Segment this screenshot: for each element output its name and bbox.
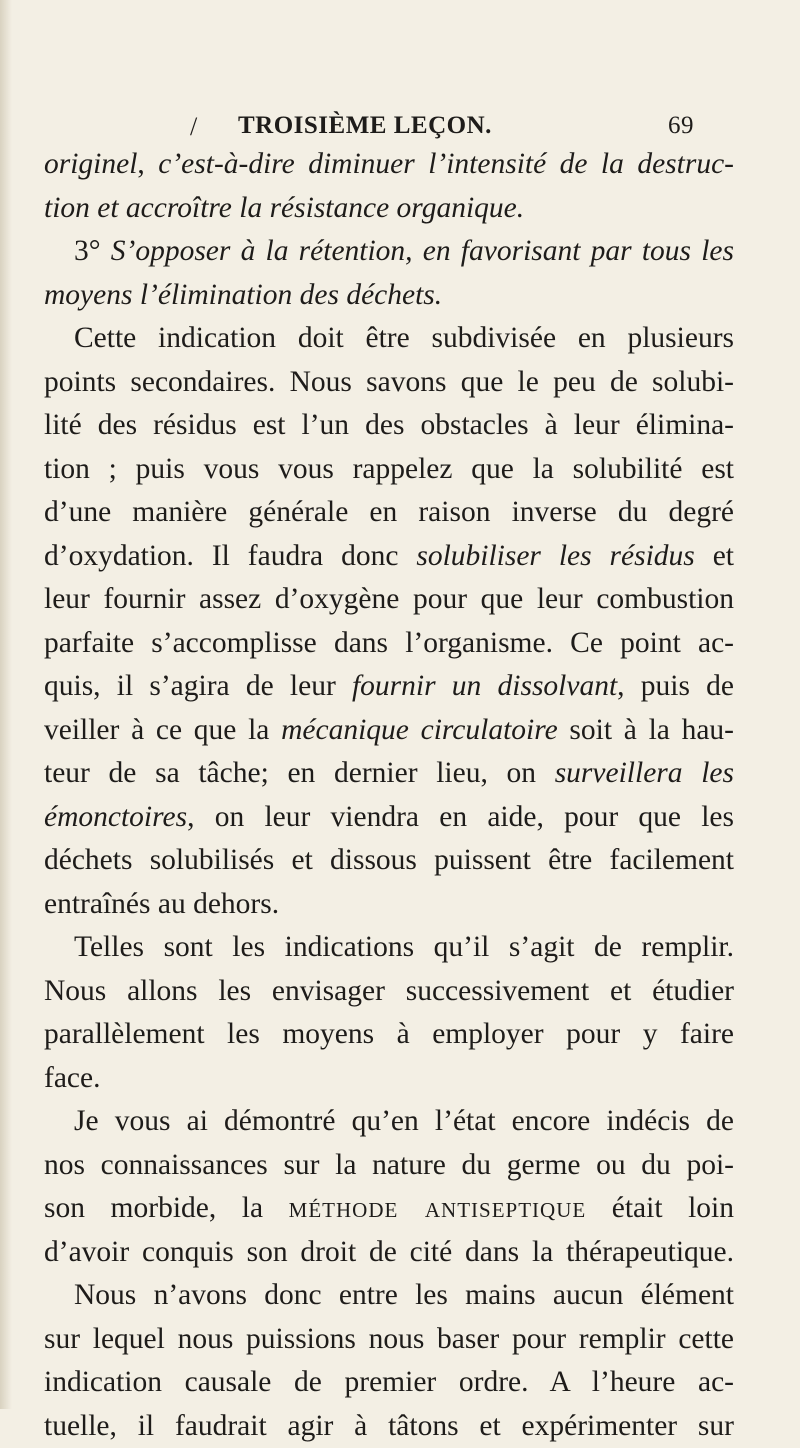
text-line: Je vous ai démontré qu’en l’état encore indécis de <box>44 1100 734 1144</box>
text-line: originel, c’est-à-dire diminuer l’intensité de la destruc- <box>44 143 734 187</box>
text-line: d’une manière générale en raison inverse du degré <box>44 491 734 535</box>
page-edge-shadow <box>0 0 12 1409</box>
text-line: entraînés au dehors. <box>44 883 734 927</box>
body-text <box>44 143 734 1448</box>
text-line: lité des résidus est l’un des obstacles à leur élimina- <box>44 404 734 448</box>
header-mark: / <box>190 112 198 142</box>
text-line: d’oxydation. Il faudra donc solubiliser les résidus et <box>44 535 734 579</box>
text-line: Nous allons les envisager successivement et étudier <box>44 970 734 1014</box>
text-line: sur lequel nous puissions nous baser pour remplir cette <box>44 1318 734 1362</box>
text-line: tuelle, il faudrait agir à tâtons et expérimenter sur <box>44 1405 734 1448</box>
text-line: parallèlement les moyens à employer pour y faire <box>44 1013 734 1057</box>
text-line: d’avoir conquis son droit de cité dans la thérapeutique. <box>44 1231 734 1275</box>
text-line: indication causale de premier ordre. A l’heure ac- <box>44 1361 734 1405</box>
text-line: quis, il s’agira de leur fournir un dissolvant, puis de <box>44 665 734 709</box>
text-line: déchets solubilisés et dissous puissent être facilement <box>44 839 734 883</box>
text-line: veiller à ce que la mécanique circulatoire soit à la hau- <box>44 709 734 753</box>
text-line: Telles sont les indications qu’il s’agit de remplir. <box>44 926 734 970</box>
text-line: émonctoires, on leur viendra en aide, pour que les <box>44 796 734 840</box>
text-line: son morbide, la méthode antiseptique était loin <box>44 1187 734 1231</box>
text-line: teur de sa tâche; en dernier lieu, on surveillera les <box>44 752 734 796</box>
text-line: nos connaissances sur la nature du germe ou du poi- <box>44 1144 734 1188</box>
text-line: parfaite s’accomplisse dans l’organisme. Ce point ac- <box>44 622 734 666</box>
text-line: moyens l’élimination des déchets. <box>44 274 734 318</box>
text-line: Nous n’avons donc entre les mains aucun élément <box>44 1274 734 1318</box>
text-line: face. <box>44 1057 734 1101</box>
text-line: 3° S’opposer à la rétention, en favorisant par tous les <box>44 230 734 274</box>
text-line: tion ; puis vous vous rappelez que la solubilité est <box>44 448 734 492</box>
text-line: tion et accroître la résistance organique. <box>44 187 734 231</box>
text-line: points secondaires. Nous savons que le peu de solubi- <box>44 361 734 405</box>
text-line: Cette indication doit être subdivisée en plusieurs <box>44 317 734 361</box>
text-line: leur fournir assez d’oxygène pour que leur combustion <box>44 578 734 622</box>
header-title: TROISIÈME LEÇON. <box>238 112 492 140</box>
page-number: 69 <box>668 112 694 140</box>
